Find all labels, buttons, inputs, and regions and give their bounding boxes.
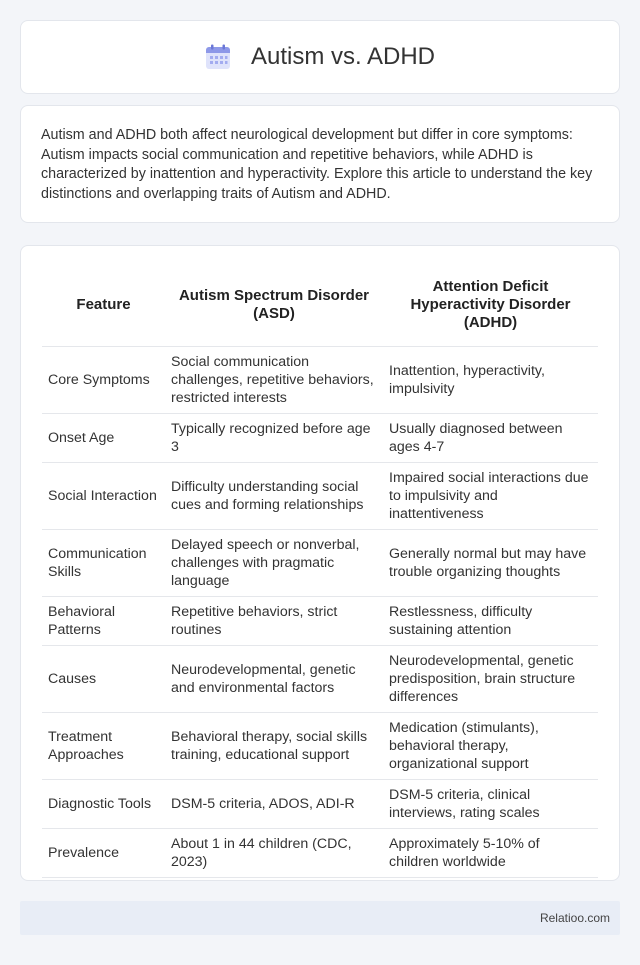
table-row xyxy=(42,779,598,828)
header-card xyxy=(20,20,620,94)
adhd-cell: Approximately 5-10% of children worldwide xyxy=(383,828,598,877)
calendar-icon xyxy=(205,44,231,70)
comparison-table xyxy=(42,264,598,878)
asd-cell: Delayed speech or nonverbal, challenges with pragmatic language xyxy=(165,529,383,596)
adhd-cell: Restlessness, difficulty sustaining attention xyxy=(383,596,598,645)
feature-cell: Onset Age xyxy=(42,413,165,462)
feature-cell: Social Interaction xyxy=(42,462,165,529)
table-row xyxy=(42,712,598,779)
asd-cell: Social communication challenges, repetitive behaviors, restricted interests xyxy=(165,346,383,413)
adhd-cell: Inattention, hyperactivity, impulsivity xyxy=(383,346,598,413)
feature-cell: Communication Skills xyxy=(42,529,165,596)
asd-cell: Difficulty understanding social cues and forming relationships xyxy=(165,462,383,529)
table-row xyxy=(42,346,598,413)
footer xyxy=(20,901,620,935)
adhd-cell: Impaired social interactions due to impulsivity and inattentiveness xyxy=(383,462,598,529)
header-asd: Autism Spectrum Disorder (ASD) xyxy=(165,264,383,346)
feature-cell: Causes xyxy=(42,645,165,712)
table-row xyxy=(42,529,598,596)
adhd-cell: Generally normal but may have trouble organizing thoughts xyxy=(383,529,598,596)
asd-cell: Typically recognized before age 3 xyxy=(165,413,383,462)
adhd-cell: DSM-5 criteria, clinical interviews, rating scales xyxy=(383,779,598,828)
adhd-cell: Neurodevelopmental, genetic predisposition, brain structure differences xyxy=(383,645,598,712)
table-row xyxy=(42,413,598,462)
feature-cell: Core Symptoms xyxy=(42,346,165,413)
adhd-cell: Medication (stimulants), behavioral therapy, organizational support xyxy=(383,712,598,779)
feature-cell: Diagnostic Tools xyxy=(42,779,165,828)
table-row xyxy=(42,462,598,529)
intro-paragraph: Autism and ADHD both affect neurological development but differ in core symptoms: Autism impacts social communication and repetitive behaviors, while ADHD is characterized by inattention and hyperactivity. Explore this article to understand the key distinctions and overlapping traits of Autism and ADHD. xyxy=(41,127,593,202)
footer-brand[interactable]: Relatioo.com xyxy=(539,911,610,925)
table-header-row xyxy=(42,264,598,346)
table-card xyxy=(20,245,620,881)
table-row xyxy=(42,645,598,712)
header-adhd: Attention Deficit Hyperactivity Disorder (ADHD) xyxy=(383,264,598,346)
header-feature: Feature xyxy=(42,264,165,346)
asd-cell: Repetitive behaviors, strict routines xyxy=(165,596,383,645)
table-row xyxy=(42,828,598,877)
asd-cell: Behavioral therapy, social skills training, educational support xyxy=(165,712,383,779)
page-title: Autism vs. ADHD xyxy=(250,43,436,70)
asd-cell: Neurodevelopmental, genetic and environmental factors xyxy=(165,645,383,712)
asd-cell: About 1 in 44 children (CDC, 2023) xyxy=(165,828,383,877)
intro-card xyxy=(20,105,620,223)
feature-cell: Prevalence xyxy=(42,828,165,877)
feature-cell: Treatment Approaches xyxy=(42,712,165,779)
table-row xyxy=(42,596,598,645)
asd-cell: DSM-5 criteria, ADOS, ADI-R xyxy=(165,779,383,828)
feature-cell: Behavioral Patterns xyxy=(42,596,165,645)
adhd-cell: Usually diagnosed between ages 4-7 xyxy=(383,413,598,462)
